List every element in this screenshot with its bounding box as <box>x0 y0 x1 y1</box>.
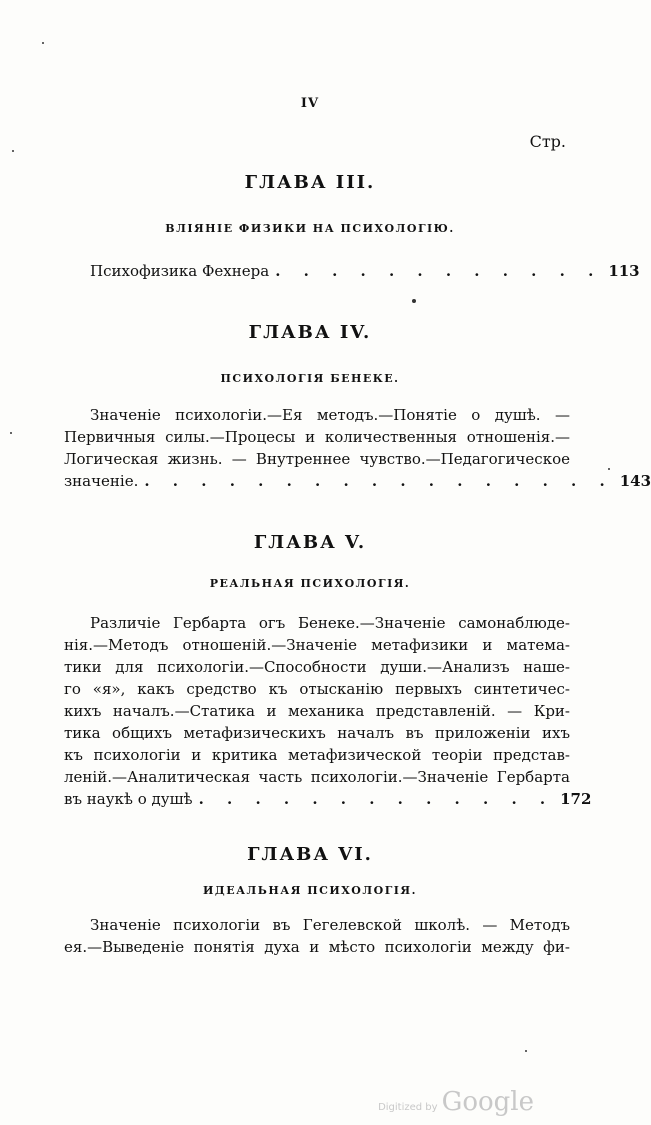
page-number: 143 <box>619 472 651 490</box>
chapter-title-4: ГЛАВА IV. <box>248 322 372 343</box>
scan-speck <box>525 1050 527 1052</box>
toc-entry-5 <box>64 612 592 810</box>
chapter-subtitle-5: РЕАЛЬНАЯ ПСИХОЛОГІЯ. <box>209 577 411 590</box>
chapter-subtitle-4: ПСИХОЛОГІЯ БЕНЕКЕ. <box>220 372 400 385</box>
toc-entry-4 <box>64 404 651 492</box>
toc-entry-3 <box>90 260 640 282</box>
leader-dots: . . . . . . . . . . . . . <box>198 790 555 808</box>
watermark-small-text: Digitized by <box>378 1102 438 1113</box>
digitized-watermark <box>378 1087 534 1117</box>
toc-entry-line: кихъ началъ.—Статика и механика представленій. — Кри- <box>64 702 570 720</box>
page-column-label: Стр. <box>529 132 566 151</box>
toc-entry-text: значеніе. <box>64 472 139 490</box>
toc-entry-line: ея.—Выведеніе понятія духа и мѣсто психологіи между фи- <box>64 938 570 956</box>
chapter-title-6: ГЛАВА VI. <box>247 844 373 865</box>
toc-entry-last-line <box>90 260 640 282</box>
chapter-subtitle-3: ВЛІЯНІЕ ФИЗИКИ НА ПСИХОЛОГІЮ. <box>165 222 455 235</box>
toc-entry-line: Первичныя силы.—Процесы и количественныя отношенія.— <box>64 428 570 446</box>
toc-entry-line: леній.—Аналитическая часть психологіи.—Значеніе Гербарта <box>64 768 570 786</box>
scan-speck <box>42 42 44 44</box>
watermark-logo-text: Google <box>441 1087 534 1117</box>
chapter-title-3: ГЛАВА III. <box>244 172 376 193</box>
page-number: 113 <box>608 262 640 280</box>
toc-entry-line: нія.—Методъ отношеній.—Значеніе метафизики и матема- <box>64 636 570 654</box>
scan-speck <box>12 150 14 152</box>
leader-dots: . . . . . . . . . . . . <box>275 262 603 280</box>
scan-speck <box>608 468 610 470</box>
toc-entry-line: къ психологіи и критика метафизической теоріи представ- <box>64 746 570 764</box>
toc-entry-line: Логическая жизнь. — Внутреннее чувство.—Педагогическое <box>64 450 570 468</box>
toc-entry-last-line <box>64 470 651 492</box>
toc-entry-line: тики для психологіи.—Способности души.—Анализъ наше- <box>64 658 570 676</box>
page-folio: IV <box>300 96 320 111</box>
toc-entry-line: Значеніе психологіи.—Ея методъ.—Понятіе о душѣ. — <box>90 406 570 424</box>
toc-entry-line: Различіе Гербарта огъ Бенеке.—Значеніе самонаблюде- <box>90 614 570 632</box>
toc-entry-text: въ наукѣ о душѣ <box>64 790 193 808</box>
page-number: 172 <box>560 790 592 808</box>
scan-speck <box>10 432 12 434</box>
chapter-subtitle-6: ИДЕАЛЬНАЯ ПСИХОЛОГІЯ. <box>203 884 417 897</box>
leader-dots: . . . . . . . . . . . . . . . . . <box>144 472 614 490</box>
toc-entry-last-line <box>64 788 592 810</box>
toc-entry-6 <box>64 914 570 958</box>
toc-entry-line: тика общихъ метафизическихъ началъ въ приложеніи ихъ <box>64 724 570 742</box>
chapter-title-5: ГЛАВА V. <box>253 532 367 553</box>
scan-speck <box>412 299 416 303</box>
toc-entry-line: го «я», какъ средство къ отысканію первыхъ синтетичес- <box>64 680 570 698</box>
toc-entry-line: Значеніе психологіи въ Гегелевской школѣ. — Методъ <box>90 916 570 934</box>
toc-entry-text: Психофизика Фехнера <box>90 262 270 280</box>
